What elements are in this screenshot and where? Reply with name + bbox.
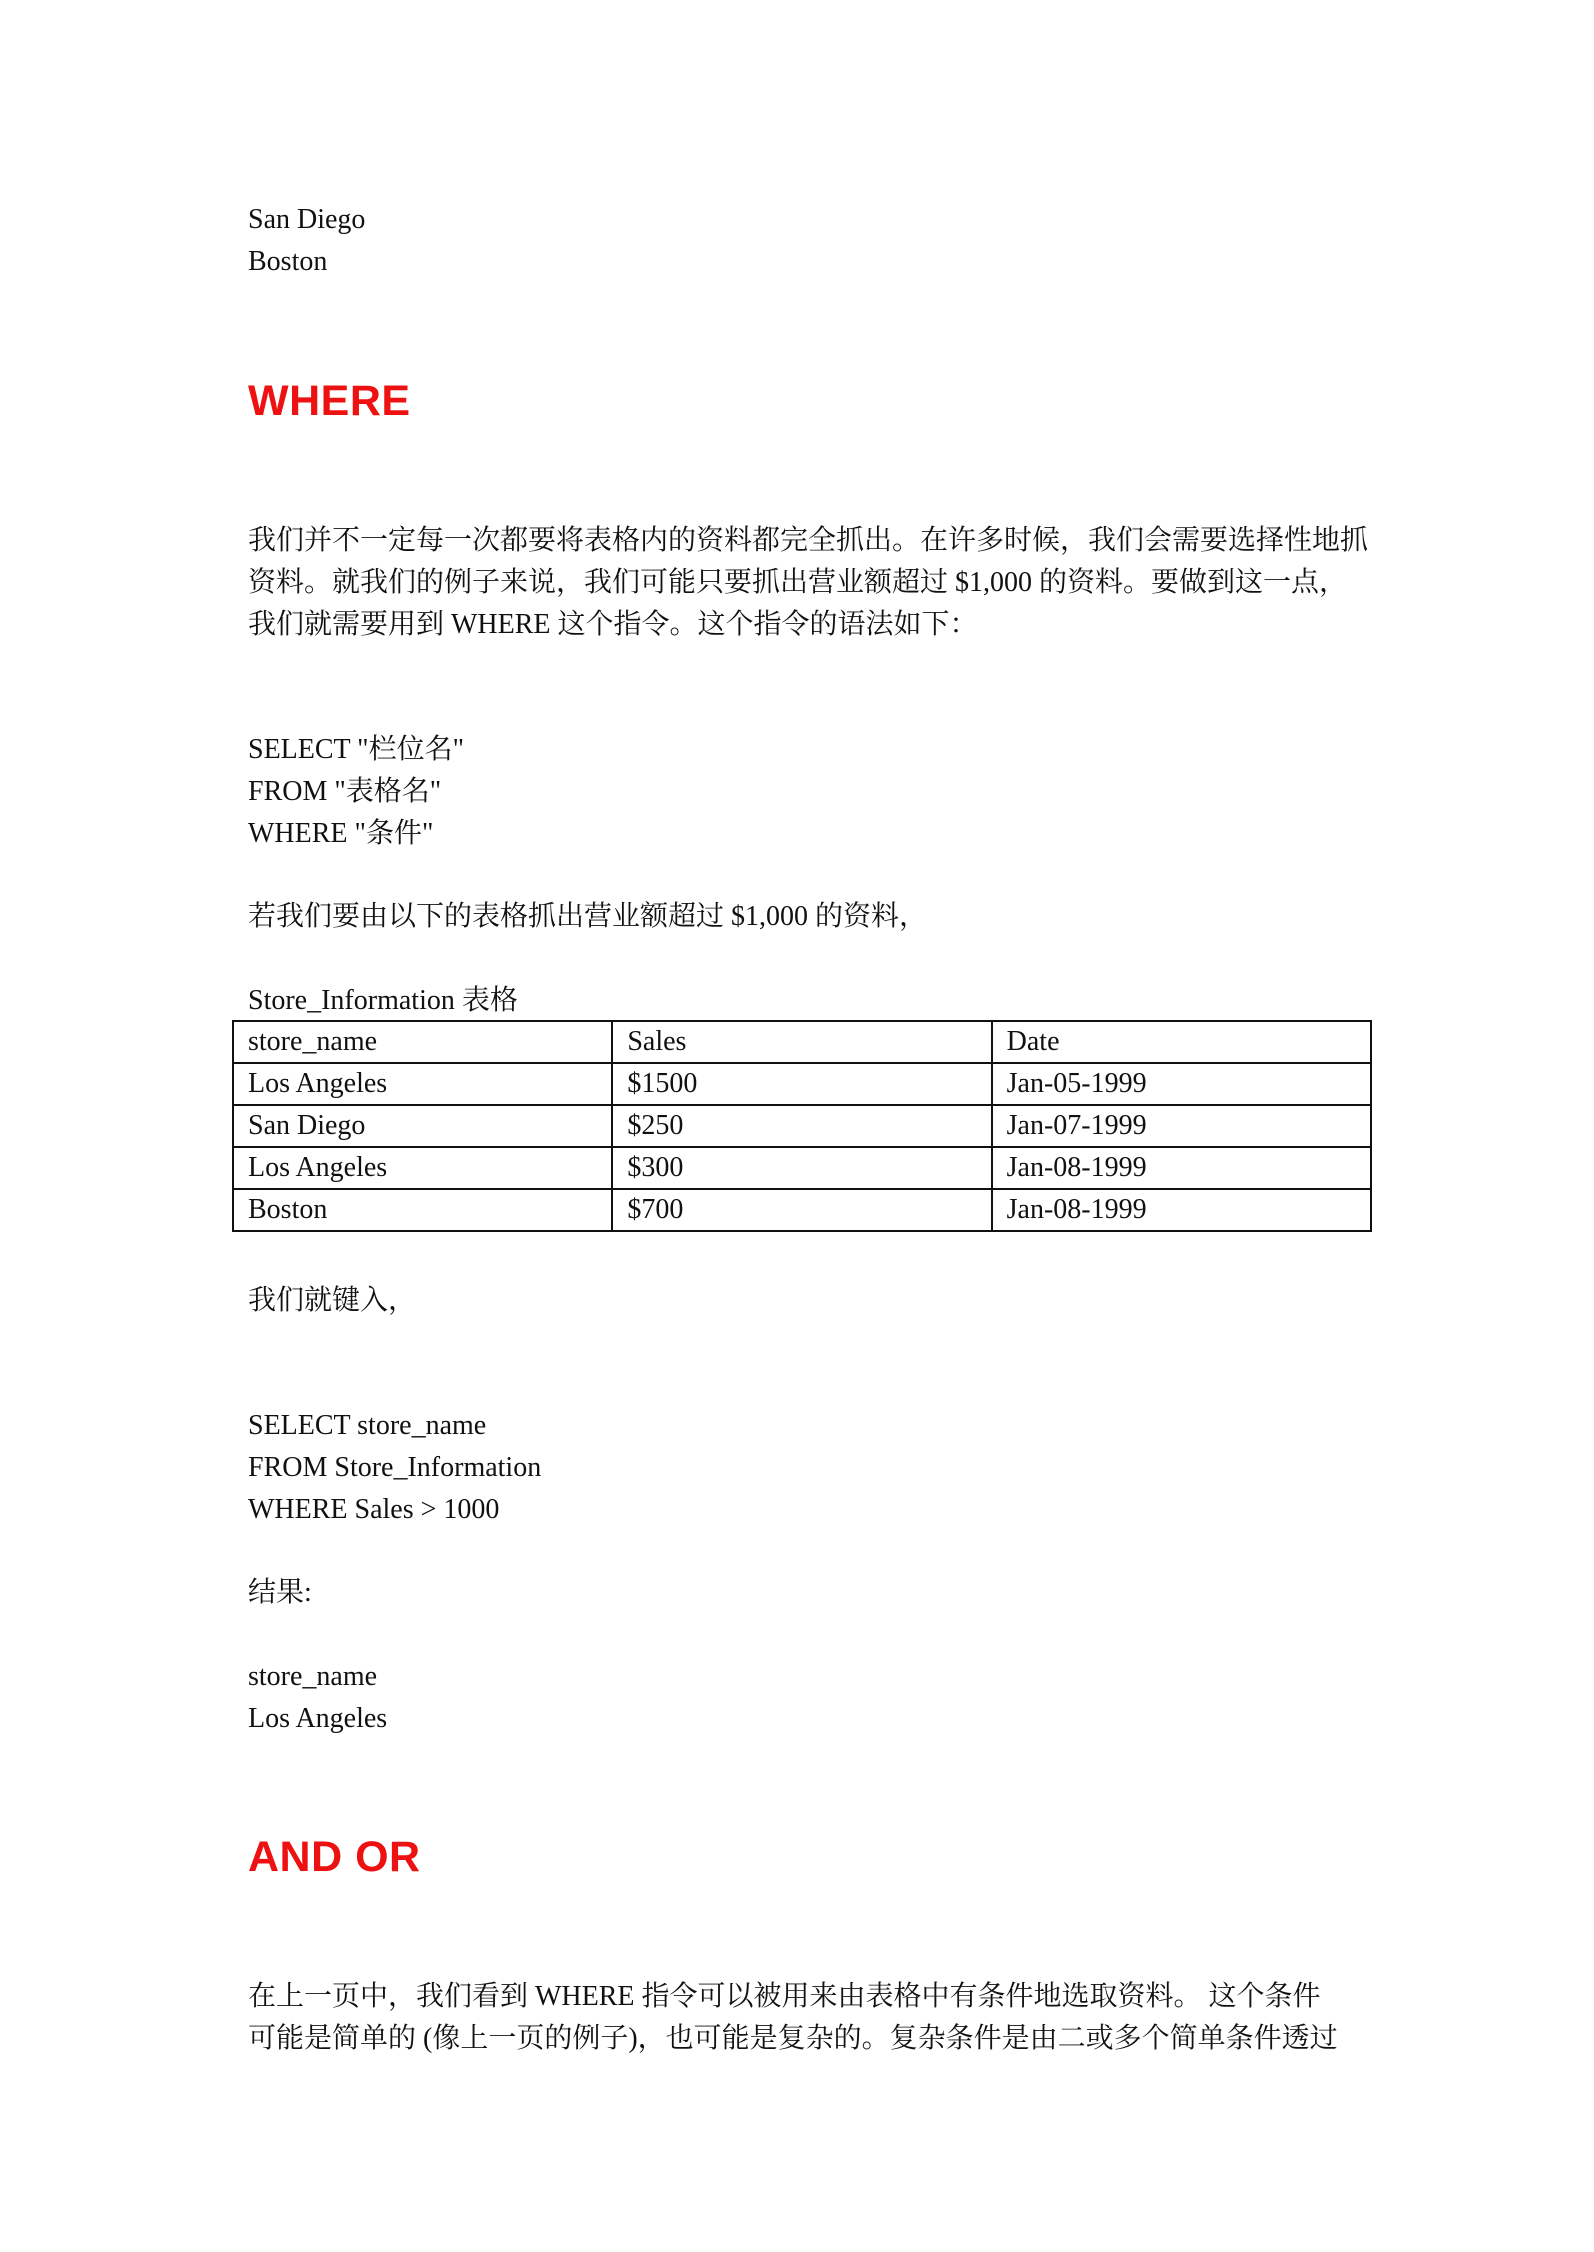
table-cell: Jan-08-1999 [992, 1147, 1371, 1189]
table-cell: $250 [612, 1105, 991, 1147]
store-information-table [232, 1020, 1372, 1232]
table-cell: Los Angeles [233, 1147, 612, 1189]
table-cell: Los Angeles [233, 1063, 612, 1105]
table-cell: San Diego [233, 1105, 612, 1147]
table-cell: $1500 [612, 1063, 991, 1105]
syntax-line: WHERE "条件" [248, 818, 434, 849]
example-intro: 若我们要由以下的表格抓出营业额超过 $1,000 的资料， [248, 901, 928, 932]
table-cell: $300 [612, 1147, 991, 1189]
query-line: WHERE Sales > 1000 [248, 1494, 500, 1525]
where-heading: WHERE [248, 377, 411, 425]
table-row [233, 1189, 1371, 1231]
type-intro: 我们就键入， [248, 1285, 417, 1316]
where-intro-line: 我们就需要用到 WHERE 这个指令。这个指令的语法如下： [248, 609, 978, 640]
table-header-row [233, 1021, 1371, 1063]
table-cell: Jan-07-1999 [992, 1105, 1371, 1147]
syntax-line: FROM "表格名" [248, 776, 442, 807]
and-or-heading: AND OR [248, 1833, 421, 1881]
and-or-intro-line: 可能是简单的 (像上一页的例子)，也可能是复杂的。复杂条件是由二或多个简单条件透过 [248, 2023, 1338, 2054]
table-cell: $700 [612, 1189, 991, 1231]
syntax-line: SELECT "栏位名" [248, 734, 465, 765]
table-row [233, 1105, 1371, 1147]
result-label: 结果: [248, 1577, 312, 1608]
result-line: Los Angeles [248, 1703, 388, 1734]
top-list-item: Boston [248, 246, 328, 277]
query-line: SELECT store_name [248, 1410, 487, 1441]
table-row [233, 1063, 1371, 1105]
and-or-intro-line: 在上一页中，我们看到 WHERE 指令可以被用来由表格中有条件地选取资料。 这个条件 [248, 1981, 1321, 2012]
top-list-item: San Diego [248, 204, 366, 235]
column-header: store_name [233, 1021, 612, 1063]
query-line: FROM Store_Information [248, 1452, 542, 1483]
table-cell: Jan-05-1999 [992, 1063, 1371, 1105]
table-row [233, 1147, 1371, 1189]
column-header: Sales [612, 1021, 991, 1063]
result-line: store_name [248, 1661, 378, 1692]
where-intro-line: 资料。就我们的例子来说，我们可能只要抓出营业额超过 $1,000 的资料。要做到这一点， [248, 567, 1348, 598]
table-cell: Boston [233, 1189, 612, 1231]
column-header: Date [992, 1021, 1371, 1063]
table-cell: Jan-08-1999 [992, 1189, 1371, 1231]
where-intro-line: 我们并不一定每一次都要将表格内的资料都完全抓出。在许多时候，我们会需要选择性地抓 [248, 525, 1369, 556]
table-caption: Store_Information 表格 [248, 985, 518, 1016]
